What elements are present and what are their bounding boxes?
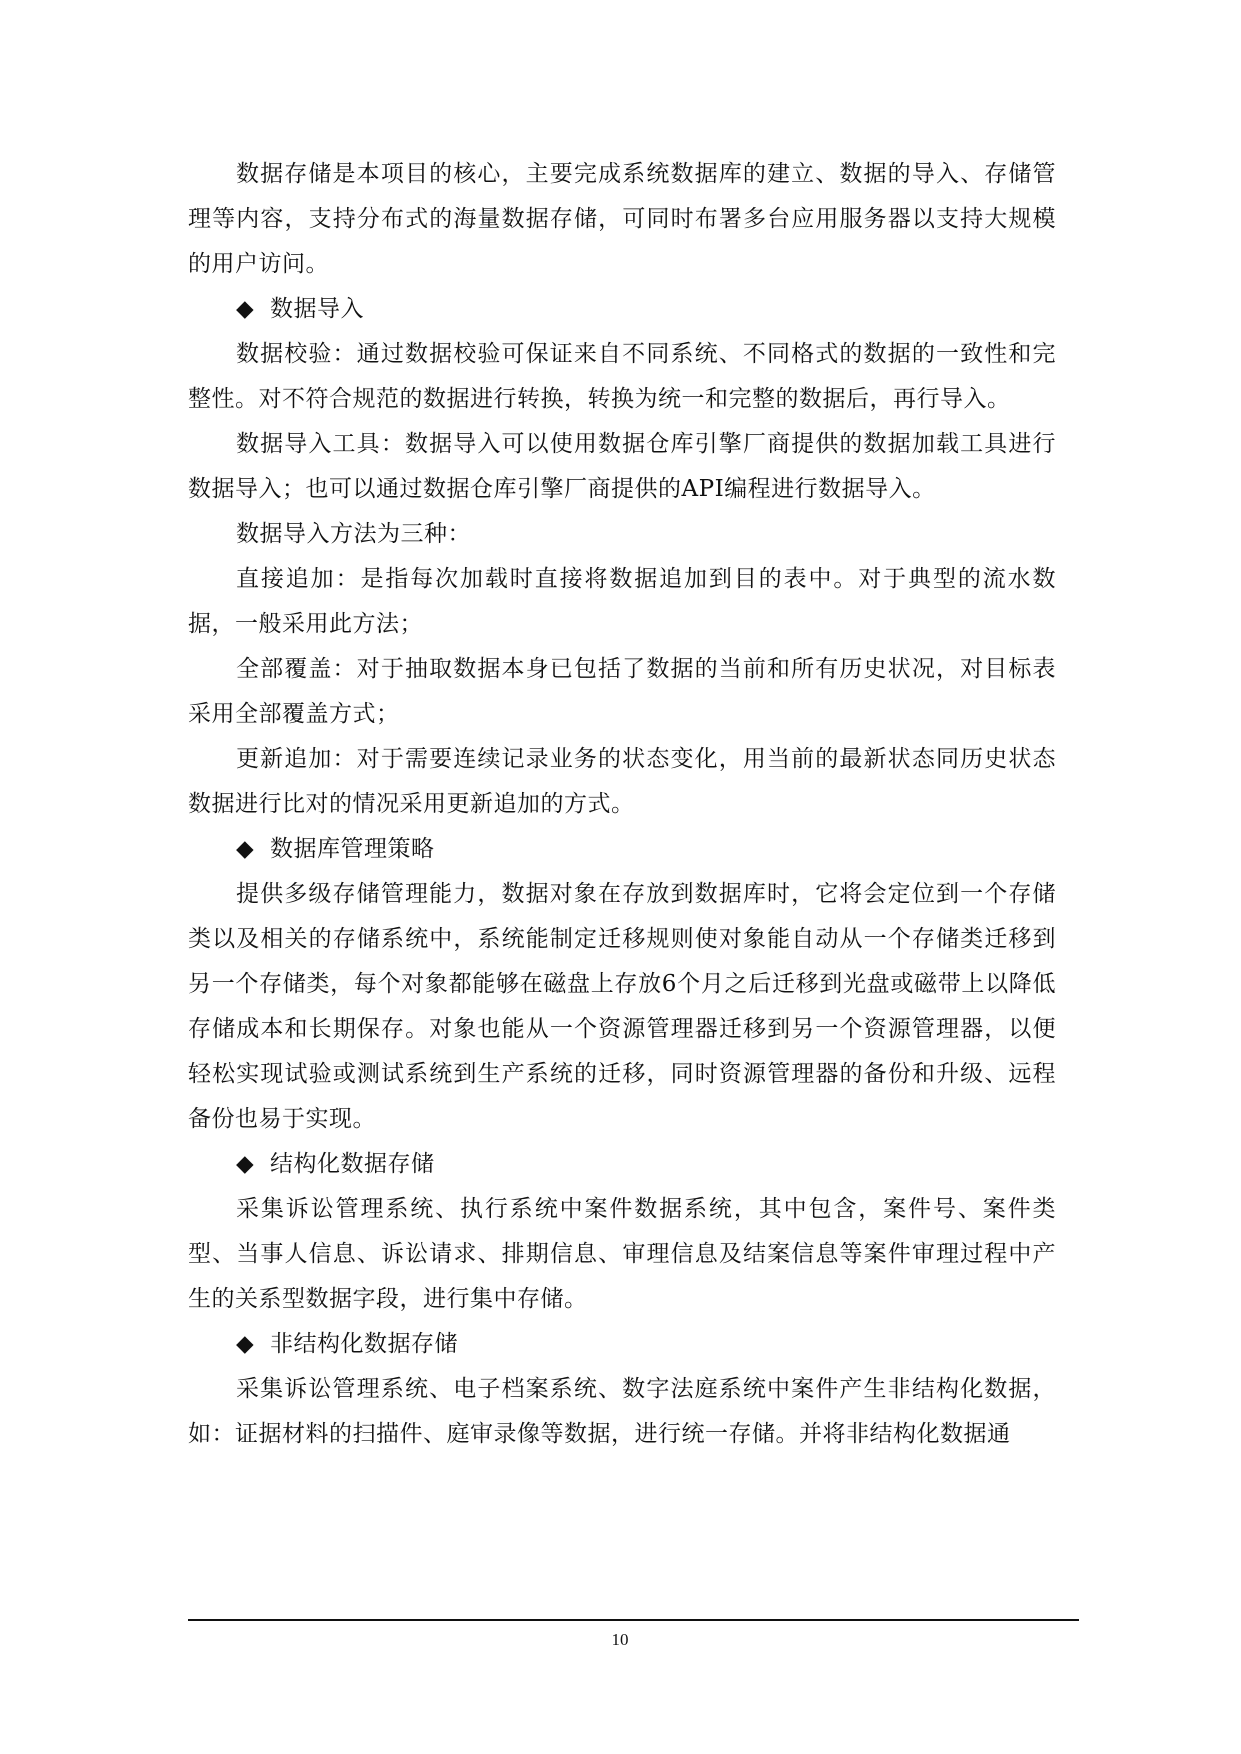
section-heading-db-management: [188, 827, 1056, 872]
paragraph-full-overwrite: 全部覆盖：对于抽取数据本身已包括了数据的当前和所有历史状况，对目标表采用全部覆盖方式；: [188, 656, 1056, 727]
paragraph-unstructured-data: 采集诉讼管理系统、电子档案系统、数字法庭系统中案件产生非结构化数据，如：证据材料的扫描件、庭审录像等数据，进行统一存储。并将非结构化数据通: [188, 1376, 1056, 1447]
paragraph-direct-append: 直接追加：是指每次加载时直接将数据追加到目的表中。对于典型的流水数据，一般采用此方法；: [188, 566, 1056, 637]
diamond-bullet-icon: ◆: [236, 836, 255, 862]
paragraph-data-validation: 数据校验：通过数据校验可保证来自不同系统、不同格式的数据的一致性和完整性。对不符合规范的数据进行转换，转换为统一和完整的数据后，再行导入。: [188, 341, 1056, 412]
page-number: 10: [611, 1630, 629, 1649]
footer-divider: [188, 1619, 1079, 1621]
heading-text: 数据库管理策略: [270, 836, 435, 862]
heading-text: 数据导入: [270, 296, 364, 322]
diamond-bullet-icon: ◆: [236, 1151, 255, 1177]
paragraph-intro: 数据存储是本项目的核心，主要完成系统数据库的建立、数据的导入、存储管理等内容，支持分布式的海量数据存储，可同时布署多台应用服务器以支持大规模的用户访问。: [188, 161, 1056, 277]
paragraph-import-tools: 数据导入工具：数据导入可以使用数据仓库引擎厂商提供的数据加载工具进行数据导入；也可以通过数据仓库引擎厂商提供的API编程进行数据导入。: [188, 431, 1056, 502]
paragraph-structured-data: 采集诉讼管理系统、执行系统中案件数据系统，其中包含，案件号、案件类型、当事人信息、诉讼请求、排期信息、审理信息及结案信息等案件审理过程中产生的关系型数据字段，进行集中存储。: [188, 1196, 1056, 1312]
diamond-bullet-icon: ◆: [236, 1331, 255, 1357]
heading-text: 结构化数据存储: [270, 1151, 435, 1177]
paragraph-update-append: 更新追加：对于需要连续记录业务的状态变化，用当前的最新状态同历史状态数据进行比对的情况采用更新追加的方式。: [188, 746, 1056, 817]
diamond-bullet-icon: ◆: [236, 296, 255, 322]
paragraph-storage-management: 提供多级存储管理能力，数据对象在存放到数据库时，它将会定位到一个存储类以及相关的存储系统中，系统能制定迁移规则使对象能自动从一个存储类迁移到另一个存储类，每个对象都能够在磁盘上存放6个月之后迁移到光盘或磁带上以降低存储成本和长期保存。对象也能从一个资源管理器迁移到另一个资源管理器，以便轻松实现试验或测试系统到生产系统的迁移，同时资源管理器的备份和升级、远程备份也易于实现。: [188, 881, 1056, 1132]
paragraph-import-methods: 数据导入方法为三种：: [236, 521, 471, 547]
section-heading-unstructured-storage: [188, 1322, 1056, 1367]
heading-text: 非结构化数据存储: [270, 1331, 458, 1357]
document-body: [188, 152, 1056, 1457]
section-heading-structured-storage: [188, 1142, 1056, 1187]
section-heading-data-import: [188, 287, 1056, 332]
